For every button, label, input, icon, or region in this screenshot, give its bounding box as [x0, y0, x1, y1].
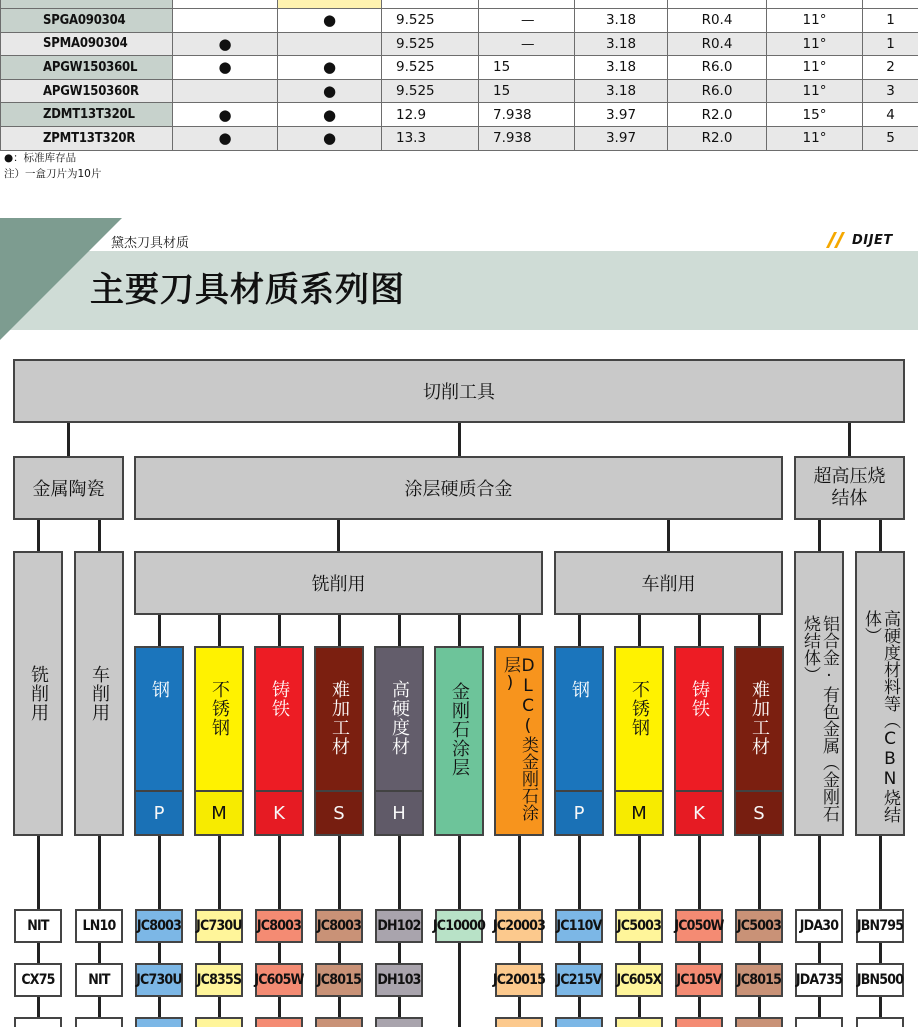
iso-code-label: K	[256, 790, 302, 834]
connector-line	[758, 615, 761, 646]
grade-label: JC5003	[615, 909, 663, 943]
cell-s: 3.97	[575, 126, 668, 150]
connector-line	[698, 615, 701, 646]
grade-label: DH102	[375, 909, 423, 943]
grade-box-partial	[615, 1017, 663, 1027]
cell-std-a	[173, 0, 278, 9]
cell-s: 3.18	[575, 56, 668, 80]
iso-code-label: K	[676, 790, 722, 834]
grade-label: JC20015	[495, 963, 543, 997]
coated-turning-box: 车削用	[554, 551, 783, 615]
cell-name: APGW150360L	[1, 56, 173, 80]
cell-d1: —	[479, 9, 575, 33]
grade-box-partial	[375, 1017, 423, 1027]
cell-no: 4	[863, 103, 918, 127]
grade-label: JC8015	[315, 963, 363, 997]
cell-angle: 11°	[767, 9, 863, 33]
grade-box-partial	[195, 1017, 243, 1027]
table-row	[1, 56, 918, 80]
grade-label: JDA735	[795, 963, 843, 997]
cell-std-b: ●	[278, 103, 382, 127]
cell-name: APGW150360R	[1, 79, 173, 103]
connector-line	[458, 615, 461, 646]
cell-std-b: ●	[278, 56, 382, 80]
category-s-box	[734, 646, 784, 836]
connector-line	[578, 615, 581, 646]
page-title: 主要刀具材质系列图	[90, 270, 405, 310]
cell-no: 5	[863, 126, 918, 150]
cell-std-a: ●	[173, 103, 278, 127]
category-label: 难加工材	[329, 680, 350, 756]
cell-std-b: ●	[278, 9, 382, 33]
cell-name: SPGA090304	[1, 9, 173, 33]
grade-label: JBN500	[856, 963, 904, 997]
cbn-box: 高硬度材料等（CBN烧结体）	[855, 551, 905, 836]
cell-name	[1, 0, 173, 9]
cell-d1: —	[479, 32, 575, 56]
grade-label: JC8003	[255, 909, 303, 943]
connector-line	[218, 615, 221, 646]
grade-box-partial	[735, 1017, 783, 1027]
cell-std-a	[173, 79, 278, 103]
category-label: DLC(类金刚石涂层)	[500, 656, 538, 821]
section-subtitle: 黛杰刀具材质	[111, 236, 190, 251]
connector-line	[518, 615, 521, 646]
grade-label: JC730U	[195, 909, 243, 943]
grade-box-partial	[555, 1017, 603, 1027]
grade-label: JC5003	[735, 909, 783, 943]
connector-line	[338, 615, 341, 646]
grade-label: JC8003	[135, 909, 183, 943]
grade-box-partial	[255, 1017, 303, 1027]
cermet-turning-box: 车削用	[74, 551, 124, 836]
category-m-box	[614, 646, 664, 836]
cell-angle: 15°	[767, 103, 863, 127]
cell-r: R2.0	[668, 103, 767, 127]
grade-box-partial	[315, 1017, 363, 1027]
cell-d	[382, 0, 479, 9]
connector-line	[98, 520, 101, 551]
category-k-box	[254, 646, 304, 836]
cell-no	[863, 0, 918, 9]
cell-std-a: ●	[173, 56, 278, 80]
ultra-high-pressure-box: 超高压烧结体	[794, 456, 905, 520]
cell-d1: 15	[479, 79, 575, 103]
cell-angle: 11°	[767, 79, 863, 103]
cell-std-b: ●	[278, 126, 382, 150]
cell-std-b	[278, 32, 382, 56]
cell-s	[575, 0, 668, 9]
category-label: 钢	[149, 680, 170, 699]
category-label: 不锈钢	[209, 680, 230, 737]
grade-label: JC20003	[495, 909, 543, 943]
grade-box-partial	[495, 1017, 543, 1027]
iso-code-label: M	[616, 790, 662, 834]
cell-d1	[479, 0, 575, 9]
category-p-box	[134, 646, 184, 836]
cell-no: 2	[863, 56, 918, 80]
category-d-box	[434, 646, 484, 836]
category-s-box	[314, 646, 364, 836]
table-row	[1, 103, 918, 127]
grade-label: CX75	[14, 963, 62, 997]
grade-label: JC730U	[135, 963, 183, 997]
cell-d1: 7.938	[479, 103, 575, 127]
cell-no: 1	[863, 9, 918, 33]
grade-label: JBN795	[856, 909, 904, 943]
grade-box-partial	[75, 1017, 123, 1027]
table-row	[1, 9, 918, 33]
connector-line	[638, 615, 641, 646]
connector-line	[337, 520, 340, 551]
cell-std-b: ●	[278, 79, 382, 103]
grade-label: LN10	[75, 909, 123, 943]
box-note: 注）一盒刀片为10片	[4, 168, 102, 180]
category-p-box	[554, 646, 604, 836]
cell-r: R0.4	[668, 32, 767, 56]
iso-code-label: P	[136, 790, 182, 834]
cell-name: ZPMT13T320R	[1, 126, 173, 150]
category-label: 铸铁	[689, 680, 710, 718]
grade-box-partial	[856, 1017, 904, 1027]
cell-d: 9.525	[382, 56, 479, 80]
cell-std-a: ●	[173, 32, 278, 56]
grade-label: JC215V	[555, 963, 603, 997]
grade-label: JC050W	[675, 909, 723, 943]
cell-angle: 11°	[767, 126, 863, 150]
cell-s: 3.18	[575, 9, 668, 33]
cell-no: 3	[863, 79, 918, 103]
connector-line	[37, 520, 40, 551]
grade-label: JC605X	[615, 963, 663, 997]
connector-line	[667, 520, 670, 551]
category-label: 金刚石涂层	[449, 682, 470, 777]
logo-text: DIJET	[852, 233, 893, 248]
grade-label: JC8003	[315, 909, 363, 943]
grade-box-partial	[135, 1017, 183, 1027]
root-cutting-tools-box: 切削工具	[13, 359, 905, 423]
category-label: 铸铁	[269, 680, 290, 718]
cell-r: R2.0	[668, 126, 767, 150]
grade-label: JC605W	[255, 963, 303, 997]
cell-s: 3.18	[575, 79, 668, 103]
cell-d: 12.9	[382, 103, 479, 127]
category-label: 高硬度材	[389, 680, 410, 756]
connector-line	[398, 615, 401, 646]
category-k-box	[674, 646, 724, 836]
cell-std-b	[278, 0, 382, 9]
cell-s: 3.97	[575, 103, 668, 127]
category-label: 钢	[569, 680, 590, 699]
connector-line	[879, 520, 882, 551]
category-l-box	[494, 646, 544, 836]
coated-carbide-box: 涂层硬质合金	[134, 456, 783, 520]
cell-d1: 15	[479, 56, 575, 80]
grade-label: DH103	[375, 963, 423, 997]
cell-d1: 7.938	[479, 126, 575, 150]
category-label: 不锈钢	[629, 680, 650, 737]
legend-note: ●：标准库存品	[4, 152, 77, 164]
category-m-box	[194, 646, 244, 836]
cell-d: 13.3	[382, 126, 479, 150]
cell-angle: 11°	[767, 32, 863, 56]
table-row	[1, 32, 918, 56]
cell-std-a	[173, 9, 278, 33]
iso-code-label: S	[316, 790, 362, 834]
grade-box-partial	[675, 1017, 723, 1027]
connector-line	[848, 423, 851, 456]
category-label: 难加工材	[749, 680, 770, 756]
table-row	[1, 126, 918, 150]
cell-std-a: ●	[173, 126, 278, 150]
grade-label: NIT	[14, 909, 62, 943]
table-row	[1, 79, 918, 103]
cell-r: R6.0	[668, 79, 767, 103]
iso-code-label: H	[376, 790, 422, 834]
insert-spec-table	[0, 0, 918, 151]
grade-label: JC835S	[195, 963, 243, 997]
connector-line	[67, 423, 70, 456]
grade-label: JC110V	[555, 909, 603, 943]
cell-r: R6.0	[668, 56, 767, 80]
cell-name: ZDMT13T320L	[1, 103, 173, 127]
grade-box-partial	[14, 1017, 62, 1027]
grade-box-partial	[795, 1017, 843, 1027]
cermet-milling-box: 铣削用	[13, 551, 63, 836]
cell-angle	[767, 0, 863, 9]
cell-d: 9.525	[382, 32, 479, 56]
pcd-box: 铝合金·有色金属（金刚石烧结体）	[794, 551, 844, 836]
connector-line	[458, 423, 461, 456]
grade-label: JC10000	[435, 909, 483, 943]
table-row	[1, 0, 918, 9]
cell-r: R0.4	[668, 9, 767, 33]
connector-line	[818, 520, 821, 551]
grade-label: NIT	[75, 963, 123, 997]
connector-line	[278, 615, 281, 646]
category-h-box	[374, 646, 424, 836]
cell-no: 1	[863, 32, 918, 56]
iso-code-label: S	[736, 790, 782, 834]
cell-d: 9.525	[382, 79, 479, 103]
coated-milling-box: 铣削用	[134, 551, 543, 615]
grade-label: JC8015	[735, 963, 783, 997]
cell-angle: 11°	[767, 56, 863, 80]
iso-code-label: P	[556, 790, 602, 834]
iso-code-label: M	[196, 790, 242, 834]
cermet-box: 金属陶瓷	[13, 456, 124, 520]
cell-d: 9.525	[382, 9, 479, 33]
cell-r	[668, 0, 767, 9]
grade-label: JC105V	[675, 963, 723, 997]
grade-label: JDA30	[795, 909, 843, 943]
connector-line	[158, 615, 161, 646]
cell-name: SPMA090304	[1, 32, 173, 56]
cell-s: 3.18	[575, 32, 668, 56]
